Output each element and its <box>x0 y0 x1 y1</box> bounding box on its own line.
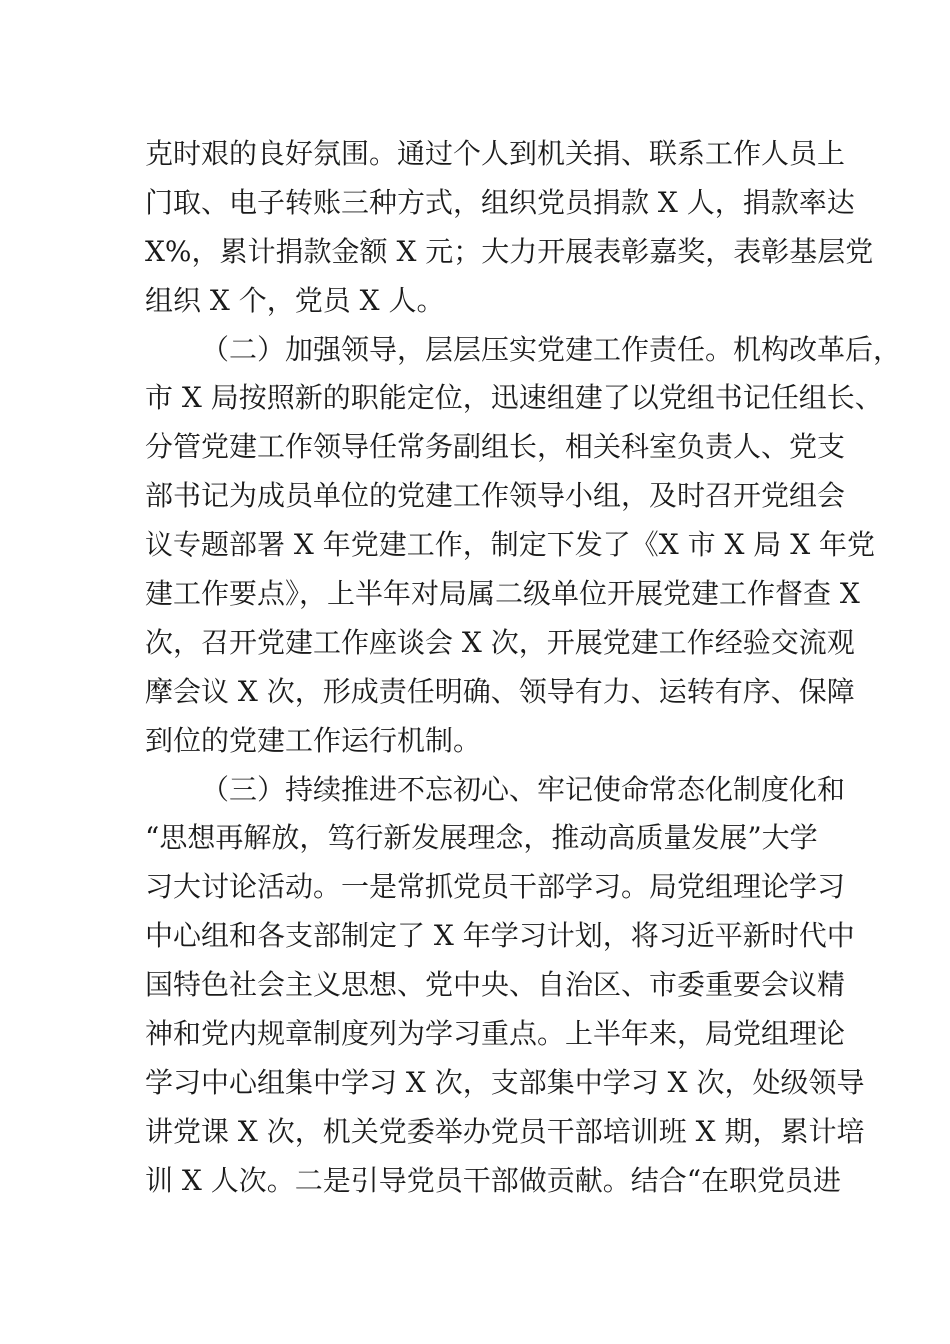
paragraph-3 <box>145 766 865 1206</box>
text-line: X%，累计捐款金额 X 元；大力开展表彰嘉奖，表彰基层党 <box>145 234 874 268</box>
text-line: 建工作要点》，上半年对局属二级单位开展党建工作督查 X <box>145 577 860 611</box>
text-line: 神和党内规章制度列为学习重点。上半年来，局党组理论 <box>145 1017 846 1051</box>
text-line: 国特色社会主义思想、党中央、自治区、市委重要会议精 <box>145 968 846 1002</box>
text-line: 训 X 人次。二是引导党员干部做贡献。结合“在职党员进 <box>145 1163 842 1197</box>
text-line: 市 X 局按照新的职能定位，迅速组建了以党组书记任组长、 <box>145 381 883 415</box>
text-line: “思想再解放，笃行新发展理念，推动高质量发展”大学 <box>145 821 818 855</box>
text-line: （三）持续推进不忘初心、牢记使命常态化制度化和 <box>201 772 846 806</box>
paragraph-1 <box>145 130 874 326</box>
text-line: 克时艰的良好氛围。通过个人到机关捐、联系工作人员上 <box>145 137 846 170</box>
text-line: 习大讨论活动。一是常抓党员干部学习。局党组理论学习 <box>145 870 846 904</box>
paragraph-2 <box>145 326 902 766</box>
text-line: 门取、电子转账三种方式，组织党员捐款 X 人，捐款率达 <box>145 185 855 219</box>
text-line: 到位的党建工作运行机制。 <box>145 723 482 757</box>
text-line: 讲党课 X 次，机关党委举办党员干部培训班 X 期，累计培 <box>145 1114 865 1148</box>
text-line: 组织 X 个，党员 X 人。 <box>145 283 445 317</box>
text-line: 分管党建工作领导任常务副组长，相关科室负责人、党支 <box>145 430 846 464</box>
text-line: 中心组和各支部制定了 X 年学习计划，将习近平新时代中 <box>145 919 855 953</box>
text-line: 学习中心组集中学习 X 次，支部集中学习 X 次，处级领导 <box>145 1065 865 1099</box>
text-line: 部书记为成员单位的党建工作领导小组，及时召开党组会 <box>145 479 846 513</box>
text-line: 摩会议 X 次，形成责任明确、领导有力、运转有序、保障 <box>145 674 855 708</box>
document-body <box>145 130 902 1206</box>
text-line: 次，召开党建工作座谈会 X 次，开展党建工作经验交流观 <box>145 625 855 659</box>
text-line: （二）加强领导，层层压实党建工作责任。机构改革后， <box>201 332 902 366</box>
text-line: 议专题部署 X 年党建工作，制定下发了《X 市 X 局 X 年党 <box>145 528 876 562</box>
